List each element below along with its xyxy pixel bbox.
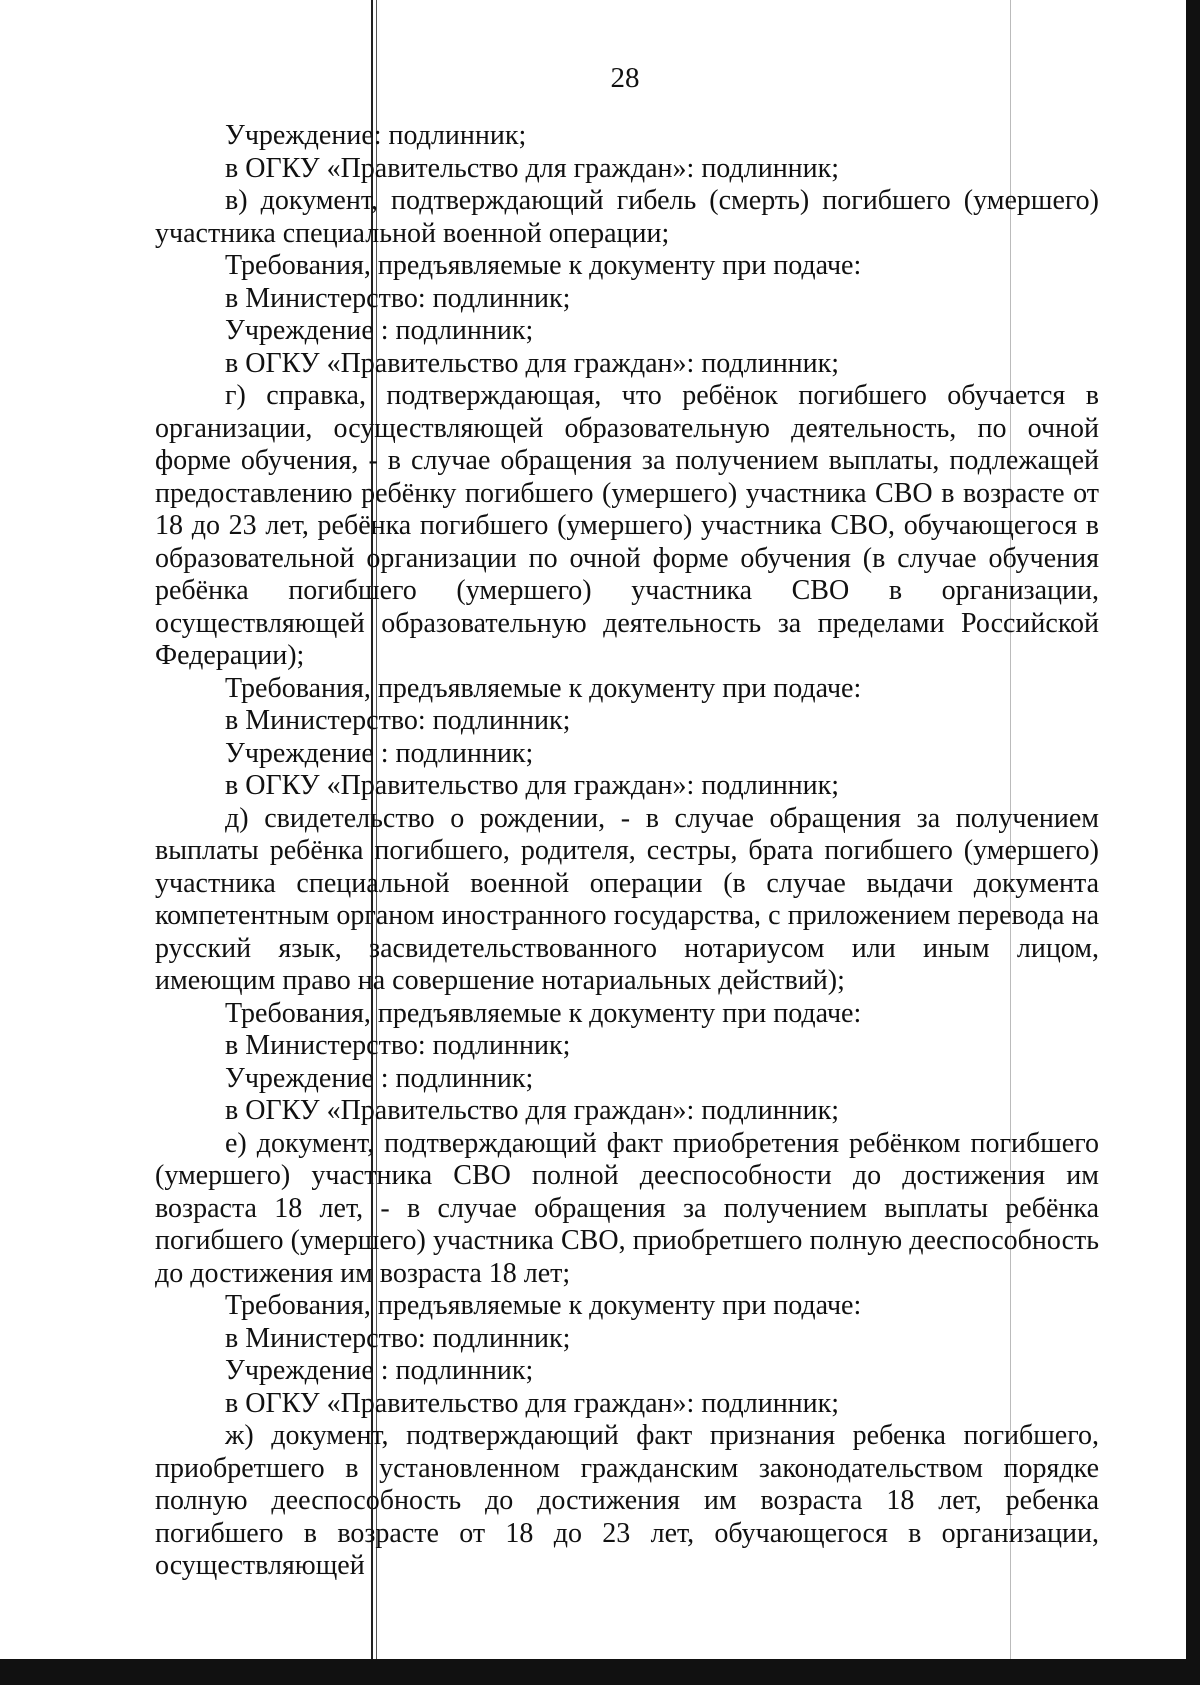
paragraph: в) документ, подтверждающий гибель (смерть) погибшего (умершего) участника специальной военной операции; (155, 185, 1099, 249)
paragraph: Требования, предъявляемые к документу при подаче: (225, 672, 862, 704)
paragraph: Требования, предъявляемые к документу при подаче: (225, 250, 862, 281)
paragraph: ж) документ, подтверждающий факт признания ребенка погибшего, приобретшего в установленном гражданским законодательством порядке полную дееспособность до достижения им возраста 18 лет, ребенка погибшего в возрасте от 18 до 23 лет, обучающегося в организации, осуществляющей (155, 1420, 1099, 1581)
paragraph: г) справка, подтверждающая, что ребёнок погибшего обучается в организации, осуществляющей образовательную деятельность, по очной форме обучения, - в случае обращения за получением выплаты, подлежащей предоставлению ребёнку погибшего (умершего) участника СВО в возрасте от 18 до 23 лет, ребёнка погибшего (умершего) участника СВО, обучающегося в образовательной организации по очной форме обучения (в случае обучения ребёнка погибшего (умершего) участника СВО в организации, осуществляющей образовательную деятельность за пределами Российской Федерации); (155, 380, 1099, 671)
paragraph: Учреждение : подлинник; (225, 1355, 534, 1386)
paragraph: е) документ, подтверждающий факт приобретения ребёнком погибшего (умершего) участника СВО полной дееспособности до достижения им возраста 18 лет, - в случае обращения за получением выплаты ребёнка погибшего (умершего) участника СВО, приобретшего полную дееспособность до достижения им возраста 18 лет; (155, 1127, 1099, 1289)
page-number: 28 (610, 62, 640, 94)
paragraph: в ОГКУ «Правительство для граждан»: подлинник; (225, 1095, 840, 1126)
paragraph: Учреждение : подлинник; (225, 315, 534, 346)
paragraph: в Министерство: подлинник; (225, 705, 571, 736)
paragraph: Учреждение : подлинник; (225, 737, 534, 769)
paragraph: Учреждение : подлинник; (225, 1062, 534, 1094)
document-body (155, 120, 1099, 1583)
paragraph: в Министерство: подлинник; (225, 282, 571, 314)
paragraph: в Министерство: подлинник; (225, 1030, 571, 1061)
paragraph: Учреждение: подлинник; (225, 120, 527, 151)
paragraph: Требования, предъявляемые к документу при подаче: (225, 997, 862, 1029)
scan-border-right (1186, 0, 1200, 1685)
paragraph: Требования, предъявляемые к документу при подаче: (225, 1290, 862, 1321)
paragraph: в ОГКУ «Правительство для граждан»: подлинник; (225, 347, 840, 379)
paragraph: в Министерство: подлинник; (225, 1322, 571, 1354)
paragraph: в ОГКУ «Правительство для граждан»: подлинник; (225, 770, 840, 801)
paragraph: в ОГКУ «Правительство для граждан»: подлинник; (225, 1387, 840, 1419)
paragraph: в ОГКУ «Правительство для граждан»: подлинник; (225, 152, 840, 184)
scan-border-bottom (0, 1659, 1200, 1685)
paragraph: д) свидетельство о рождении, - в случае обращения за получением выплаты ребёнка погибшего, родителя, сестры, брата погибшего (умершего) участника специальной военной операции (в случае выдачи документа компетентным органом иностранного государства, с приложением перевода на русский язык, засвидетельствованного нотариусом или иным лицом, имеющим право на совершение нотариальных действий); (155, 802, 1099, 996)
